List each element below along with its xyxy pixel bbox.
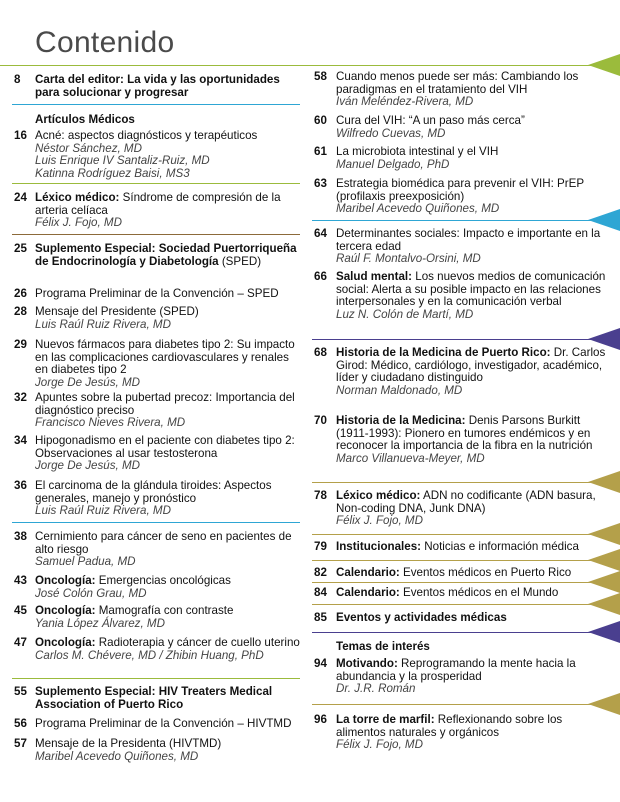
entry-title: Apuntes sobre la pubertad precoz: Importancia del diagnóstico preciso [35,391,295,417]
page-number: 84 [314,586,327,599]
divider-line [312,632,620,633]
divider-line [312,704,620,705]
entry-title: Institucionales: Noticias e información médica [336,540,579,553]
entry-author: Dr. J.R. Román [336,682,416,696]
entry-author: Raúl F. Montalvo-Orsini, MD [336,252,481,266]
entry-title: Historia de la Medicina: Denis Parsons Burkitt (1911-1993): Pionero en tumores endémicos y en reconocer la importancia de la fibra en la nutrición [336,414,593,453]
entry-author: Luz N. Colón de Martí, MD [336,307,474,321]
page-number: 34 [14,434,27,447]
entry-title: Determinantes sociales: Impacto e importante en la tercera edad [336,227,601,253]
page-number: 68 [314,346,327,359]
page-number: 28 [14,305,27,318]
page-number: 94 [314,657,327,670]
divider-line [312,582,620,583]
divider-line [312,220,620,221]
entry-title: Motivando: Reprogramando la mente hacia la abundancia y la prosperidad [336,657,576,683]
entry-title: Estrategia biomédica para prevenir el VIH: PrEP (profilaxis preexposición) [336,177,584,203]
page-number: 64 [314,227,327,240]
entry-title: Eventos y actividades médicas [336,611,507,624]
entry-author: Luis Enrique IV Santaliz-Ruiz, MD [35,154,210,168]
entry-title: Calendario: Eventos médicos en Puerto Rico [336,566,572,579]
page-number: 57 [14,737,27,750]
page-number: 61 [314,145,327,158]
page-title: Contenido [35,26,175,59]
entry-title: La microbiota intestinal y el VIH [336,145,499,158]
page-number: 24 [14,191,27,204]
entry-title: Oncología: Mamografía con contraste [35,604,234,617]
entry-title: El carcinoma de la glándula tiroides: Aspectos generales, manejo y pronóstico [35,479,272,505]
entry-author: Marco Villanueva-Meyer, MD [336,451,485,465]
divider-line [12,522,300,523]
page-number: 43 [14,574,27,587]
divider-line [312,339,620,340]
entry-author: Maribel Acevedo Quiñones, MD [35,749,199,763]
entry-title: Oncología: Radioterapia y cáncer de cuello uterino [35,636,300,649]
entry-title: Programa Preliminar de la Convención – SPED [35,287,279,300]
entry-author: Jorge De Jesús, MD [35,459,141,473]
edge-tab-triangle [588,621,620,643]
entry-title: La torre de marfil: Reflexionando sobre los alimentos naturales y orgánicos [336,713,563,739]
entry-title: Hipogonadismo en el paciente con diabetes tipo 2: Observaciones al usar testosterona [35,434,295,460]
entry-title: Acné: aspectos diagnósticos y terapéuticos [35,129,258,142]
entry-author: Manuel Delgado, PhD [336,157,450,171]
page-number: 47 [14,636,27,649]
entry-author: Carlos M. Chévere, MD / Zhibin Huang, PhD [35,648,264,662]
page-number: 85 [314,611,327,624]
entry-title: Nuevos fármacos para diabetes tipo 2: Su impacto en las complicaciones cardiovasculares y renales en diabetes tipo 2 [35,338,295,377]
entry-title: Cura del VIH: “A un paso más cerca” [336,114,525,127]
entry-author: Félix J. Fojo, MD [336,514,423,528]
entry-title: Suplemento Especial: HIV Treaters Medical Association of Puerto Rico [35,685,273,711]
section-header: Temas de interés [336,640,430,653]
page-number: 56 [14,717,27,730]
entry-author: Wilfredo Cuevas, MD [336,126,446,140]
entry-author: Félix J. Fojo, MD [336,738,423,752]
entry-author: Luis Raúl Ruiz Rivera, MD [35,504,171,518]
entry-author: Iván Meléndez-Rivera, MD [336,95,474,109]
page-number: 82 [314,566,327,579]
page-number: 96 [314,713,327,726]
divider-line [0,65,620,66]
entry-title: Cuando menos puede ser más: Cambiando los paradigmas en el tratamiento del VIH [336,70,579,96]
entry-title: Cernimiento para cáncer de seno en pacientes de alto riesgo [35,530,292,556]
entry-author: Félix J. Fojo, MD [35,216,122,230]
page-number: 58 [314,70,327,83]
page-number: 79 [314,540,327,553]
page-number: 60 [314,114,327,127]
page-number: 38 [14,530,27,543]
entry-author: Luis Raúl Ruiz Rivera, MD [35,317,171,331]
entry-title: Mensaje del Presidente (SPED) [35,305,199,318]
divider-line [312,604,620,605]
page-number: 36 [14,479,27,492]
page-number: 70 [314,414,327,427]
page-number: 29 [14,338,27,351]
entry-author: José Colón Grau, MD [35,586,147,600]
edge-tab-triangle [588,328,620,350]
entry-title: Suplemento Especial: Sociedad Puertorriqueña de Endocrinología y Diabetología (SPED) [35,242,297,268]
edge-tab-triangle [588,523,620,545]
edge-tab-triangle [588,54,620,76]
entry-author: Néstor Sánchez, MD [35,141,142,155]
page-number: 16 [14,129,27,142]
edge-tab-triangle [588,209,620,231]
section-header: Artículos Médicos [35,113,135,126]
entry-title: Calendario: Eventos médicos en el Mundo [336,586,559,599]
entry-title: Mensaje de la Presidenta (HIVTMD) [35,737,222,750]
entry-title: Oncología: Emergencias oncológicas [35,574,231,587]
page-number: 25 [14,242,27,255]
entry-author: Francisco Nieves Rivera, MD [35,416,186,430]
divider-line [12,678,300,679]
page-number: 8 [14,73,21,86]
page-number: 32 [14,391,27,404]
entry-author: Maribel Acevedo Quiñones, MD [336,202,500,216]
page-number: 66 [314,270,327,283]
divider-line [312,482,620,483]
entry-author: Norman Maldonado, MD [336,383,463,397]
page-number: 45 [14,604,27,617]
entry-title: Léxico médico: Síndrome de compresión de la arteria celíaca [35,191,281,217]
divider-line [12,104,300,105]
entry-author: Samuel Padua, MD [35,555,136,569]
edge-tab-triangle [588,593,620,615]
page-number: 55 [14,685,27,698]
entry-author: Katinna Rodríguez Baisi, MS3 [35,166,190,180]
edge-tab-triangle [588,693,620,715]
edge-tab-triangle [588,549,620,571]
divider-line [312,560,620,561]
edge-tab-triangle [588,571,620,593]
entry-title: Léxico médico: ADN no codificante (ADN basura, Non-coding DNA, Junk DNA) [336,489,596,515]
page-number: 63 [314,177,327,190]
entry-author: Yania López Álvarez, MD [35,616,165,630]
entry-title: Salud mental: Los nuevos medios de comunicación social: Alerta a su posible impacto en las relaciones interpersonales y en la comunicación verbal [336,270,606,309]
edge-tab-triangle [588,471,620,493]
page-number: 26 [14,287,27,300]
divider-line [12,234,300,235]
entry-title: Historia de la Medicina de Puerto Rico: Dr. Carlos Girod: Médico, cardiólogo, investigador, académico, líder y ciudadano distinguido [336,346,606,385]
entry-title: Carta del editor: La vida y las oportunidades para solucionar y progresar [35,73,280,99]
entry-title: Programa Preliminar de la Convención – HIVTMD [35,717,292,730]
divider-line [12,183,300,184]
entry-author: Jorge De Jesús, MD [35,375,141,389]
page-number: 78 [314,489,327,502]
divider-line [312,534,620,535]
